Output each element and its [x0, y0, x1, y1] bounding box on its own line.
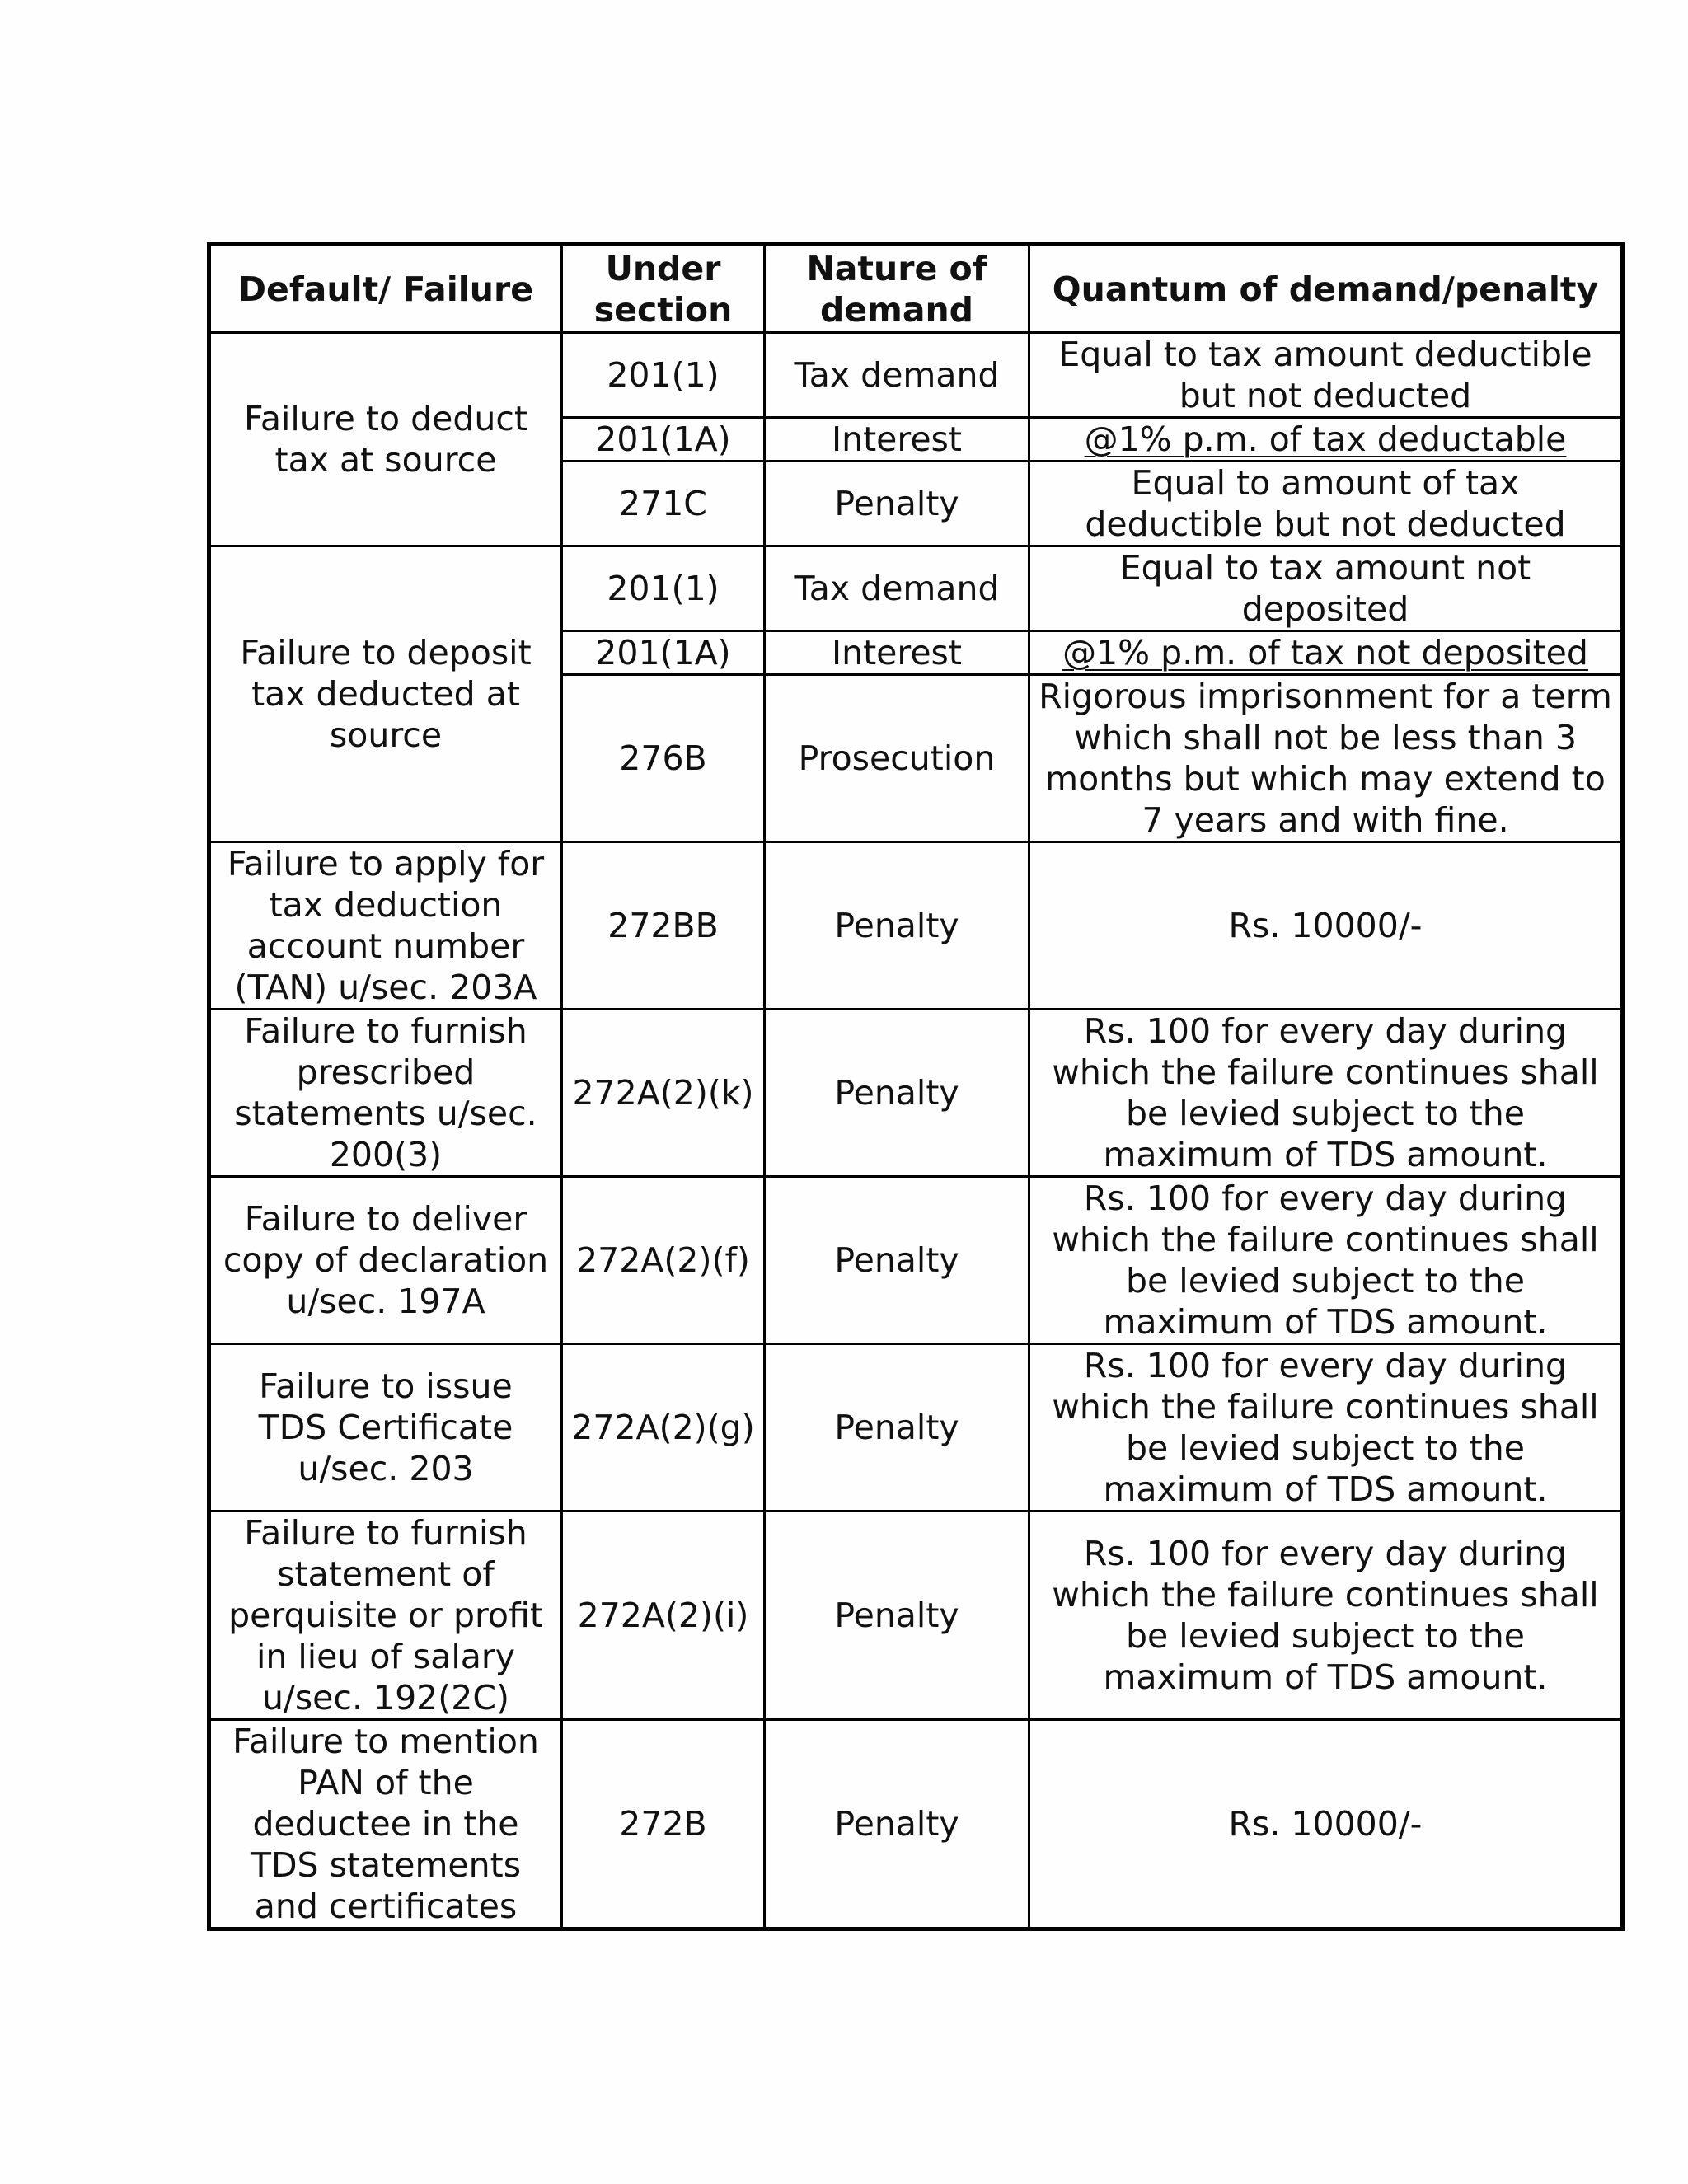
section-cell: 272A(2)(k) [562, 1010, 765, 1177]
nature-cell: Penalty [765, 1177, 1029, 1344]
table-row [209, 842, 1623, 1010]
header-under-section: Under section [562, 245, 765, 333]
default-cell: Failure to deduct tax at source [209, 333, 562, 546]
table-row [209, 1511, 1623, 1720]
section-cell: 201(1) [562, 333, 765, 418]
section-cell: 271C [562, 462, 765, 546]
quantum-cell: Rs. 10000/- [1029, 842, 1623, 1010]
header-nature-of-demand: Nature of demand [765, 245, 1029, 333]
nature-cell: Interest [765, 418, 1029, 462]
nature-cell: Prosecution [765, 675, 1029, 842]
quantum-cell: Equal to tax amount not deposited [1029, 546, 1623, 631]
nature-cell: Tax demand [765, 546, 1029, 631]
default-cell: Failure to deliver copy of declaration u/sec. 197A [209, 1177, 562, 1344]
nature-cell: Penalty [765, 1344, 1029, 1511]
quantum-cell: @1% p.m. of tax not deposited [1029, 631, 1623, 675]
table-row [209, 1177, 1623, 1344]
quantum-cell: Equal to tax amount deductible but not deducted [1029, 333, 1623, 418]
table-row [209, 1010, 1623, 1177]
quantum-cell: Equal to amount of tax deductible but not deducted [1029, 462, 1623, 546]
header-default-failure: Default/ Failure [209, 245, 562, 333]
table-row [209, 1720, 1623, 1929]
section-cell: 272B [562, 1720, 765, 1929]
section-cell: 201(1) [562, 546, 765, 631]
table-row [209, 333, 1623, 418]
nature-cell: Penalty [765, 1720, 1029, 1929]
quantum-cell: Rigorous imprisonment for a term which shall not be less than 3 months but which may extend to 7 years and with fine. [1029, 675, 1623, 842]
quantum-cell: Rs. 100 for every day during which the failure continues shall be levied subject to the maximum of TDS amount. [1029, 1511, 1623, 1720]
table-row [209, 1344, 1623, 1511]
default-cell: Failure to deposit tax deducted at source [209, 546, 562, 842]
default-cell: Failure to mention PAN of the deductee in the TDS statements and certificates [209, 1720, 562, 1929]
default-cell: Failure to furnish prescribed statements u/sec. 200(3) [209, 1010, 562, 1177]
quantum-cell: Rs. 100 for every day during which the failure continues shall be levied subject to the maximum of TDS amount. [1029, 1344, 1623, 1511]
section-cell: 272BB [562, 842, 765, 1010]
default-cell: Failure to issue TDS Certificate u/sec. 203 [209, 1344, 562, 1511]
section-cell: 272A(2)(g) [562, 1344, 765, 1511]
nature-cell: Penalty [765, 462, 1029, 546]
nature-cell: Penalty [765, 1511, 1029, 1720]
quantum-cell: Rs. 100 for every day during which the failure continues shall be levied subject to the maximum of TDS amount. [1029, 1177, 1623, 1344]
nature-cell: Tax demand [765, 333, 1029, 418]
section-cell: 201(1A) [562, 631, 765, 675]
quantum-cell: @1% p.m. of tax deductable [1029, 418, 1623, 462]
nature-cell: Penalty [765, 842, 1029, 1010]
default-cell: Failure to apply for tax deduction account number (TAN) u/sec. 203A [209, 842, 562, 1010]
header-row [209, 245, 1623, 333]
table-row [209, 546, 1623, 631]
nature-cell: Interest [765, 631, 1029, 675]
section-cell: 276B [562, 675, 765, 842]
nature-cell: Penalty [765, 1010, 1029, 1177]
section-cell: 201(1A) [562, 418, 765, 462]
quantum-cell: Rs. 10000/- [1029, 1720, 1623, 1929]
default-cell: Failure to furnish statement of perquisite or profit in lieu of salary u/sec. 192(2C) [209, 1511, 562, 1720]
quantum-cell: Rs. 100 for every day during which the failure continues shall be levied subject to the maximum of TDS amount. [1029, 1010, 1623, 1177]
tds-default-penalty-table [207, 242, 1625, 1931]
section-cell: 272A(2)(i) [562, 1511, 765, 1720]
header-quantum: Quantum of demand/penalty [1029, 245, 1623, 333]
section-cell: 272A(2)(f) [562, 1177, 765, 1344]
